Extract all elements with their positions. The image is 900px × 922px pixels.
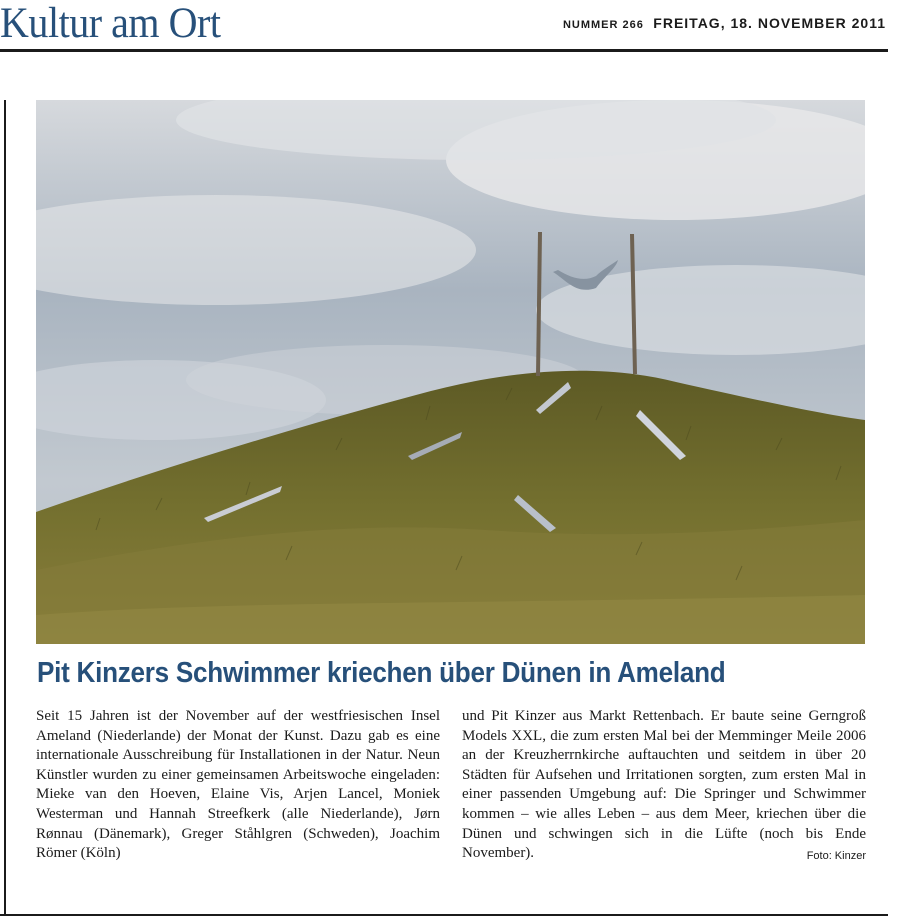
article-body-left: Seit 15 Jahren ist der November auf der westfriesischen Insel Ameland (Niederlande) der Monat der Kunst. Dazu gab es eine internationale Ausschreibung für Installationen in der Natur. Neun Künstler wurden zu einer gemeinsamen Arbeitswoche eingeladen: Mieke van den Hoeven, Elaine Vis, Arjen Lancel, Moniek Westerman und Hannah Streefkerk (alle Niederlande), Jørn Rønnau (Dänemark), Greger Ståhlgren (Schweden), Joachim Römer (Köln) bbox=[36, 708, 440, 862]
header-rule bbox=[0, 49, 888, 52]
article-column-left bbox=[36, 707, 440, 864]
article-column-right bbox=[462, 707, 866, 867]
issue-date: FREITAG, 18. NOVEMBER 2011 bbox=[653, 15, 886, 31]
section-title: Kultur am Ort bbox=[0, 0, 221, 47]
article-body-right: und Pit Kinzer aus Markt Rettenbach. Er baute seine Gerngroß Models XXL, die zum ersten Mal bei der Memminger Meile 2006 an der Kreuzherrnkirche auftauchten und seitdem in über 20 Städten für Aufsehen und Irritationen sorgten, zum ersten Mal in einer passenden Umgebung auf: Die Springer und Schwimmer kommen – wie alles Leben – aus dem Meer, kriechen über die Dünen und schwingen sich in die Lüfte (noch bis Ende November). bbox=[462, 708, 866, 862]
dune-sculpture-photo bbox=[36, 100, 865, 644]
footer-rule bbox=[0, 914, 888, 916]
page-header bbox=[0, 0, 900, 52]
column-divider-line bbox=[4, 100, 6, 914]
issue-info bbox=[563, 15, 886, 33]
article-headline: Pit Kinzers Schwimmer kriechen über Dünen in Ameland bbox=[37, 657, 726, 689]
article-photo bbox=[36, 100, 865, 644]
issue-number: NUMMER 266 bbox=[562, 19, 644, 31]
photo-credit: Foto: Kinzer bbox=[806, 850, 866, 863]
